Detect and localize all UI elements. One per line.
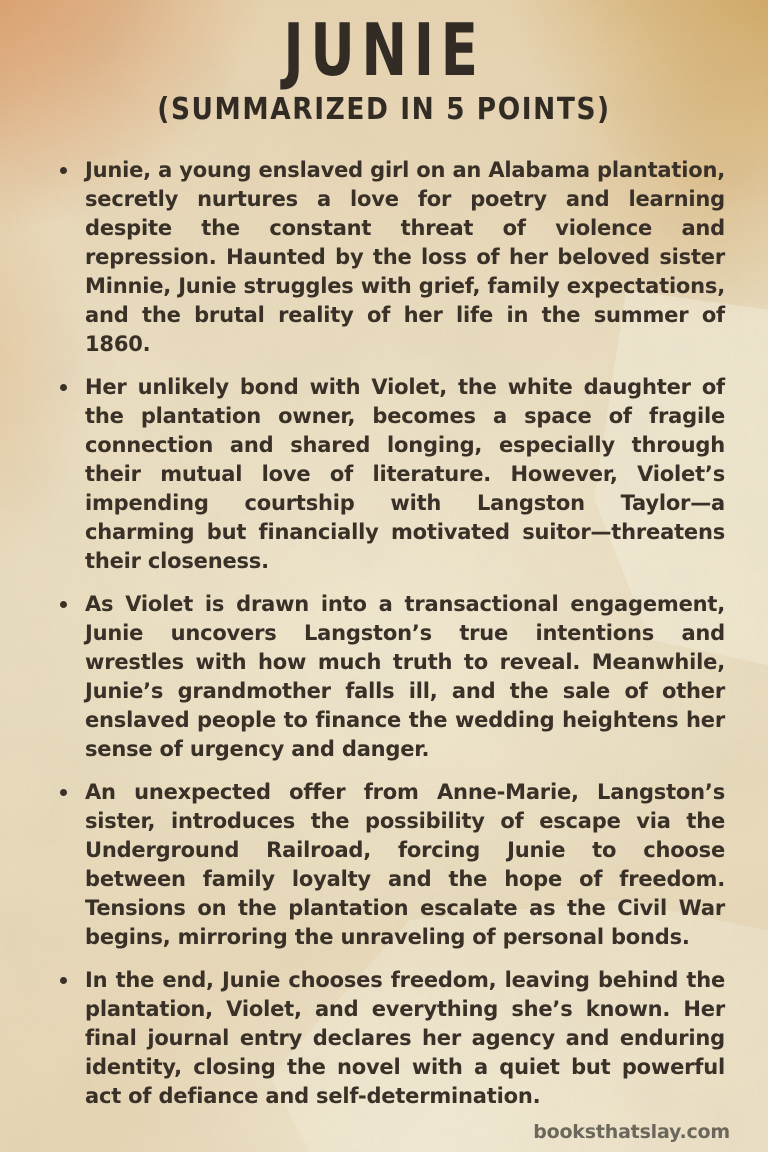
summary-point-text: Her unlikely bond with Violet, the white daughter of the plantation owner, becomes a space of fragile connection and shared longing, especially through their mutual love of literature. However, Violet’s impending courtship with Langston Taylor—a charming but financially motivated suitor—threatens their closeness. <box>85 375 725 573</box>
summary-point-3 <box>85 590 725 764</box>
bullet-dot-icon <box>60 384 67 391</box>
summary-point-text: In the end, Junie chooses freedom, leaving behind the plantation, Violet, and everything she’s known. Her final journal entry declares her agency and enduring identity, closing the novel with a quiet but powerful act of defiance and self-determination. <box>85 968 725 1108</box>
page-subtitle: (SUMMARIZED IN 5 POINTS) <box>157 92 611 127</box>
bullet-dot-icon <box>60 977 67 984</box>
summary-point-text: Junie, a young enslaved girl on an Alabama plantation, secretly nurtures a love for poetry and learning despite the constant threat of violence and repression. Haunted by the loss of her beloved sister Minnie, Junie struggles with grief, family expectations, and the brutal reality of her life in the summer of 1860. <box>85 158 725 356</box>
summary-point-text: As Violet is drawn into a transactional engagement, Junie uncovers Langston’s true intentions and wrestles with how much truth to reveal. Meanwhile, Junie’s grandmother falls ill, and the sale of other enslaved people to finance the wedding heightens her sense of urgency and danger. <box>85 592 725 761</box>
poster-header <box>0 8 768 128</box>
bullet-dot-icon <box>60 167 67 174</box>
page-title: JUNIE <box>283 8 485 92</box>
summary-point-text: An unexpected offer from Anne-Marie, Langston’s sister, introduces the possibility of escape via the Underground Railroad, forcing Junie to choose between family loyalty and the hope of freedom. Tensions on the plantation escalate as the Civil War begins, mirroring the unraveling of personal bonds. <box>85 780 725 949</box>
summary-point-5 <box>85 966 725 1111</box>
summary-point-1 <box>85 156 725 359</box>
site-watermark: booksthatslay.com <box>533 1121 730 1143</box>
bullet-dot-icon <box>60 601 67 608</box>
summary-point-4 <box>85 778 725 952</box>
summary-point-2 <box>85 373 725 576</box>
summary-list <box>85 156 725 1111</box>
bullet-dot-icon <box>60 789 67 796</box>
